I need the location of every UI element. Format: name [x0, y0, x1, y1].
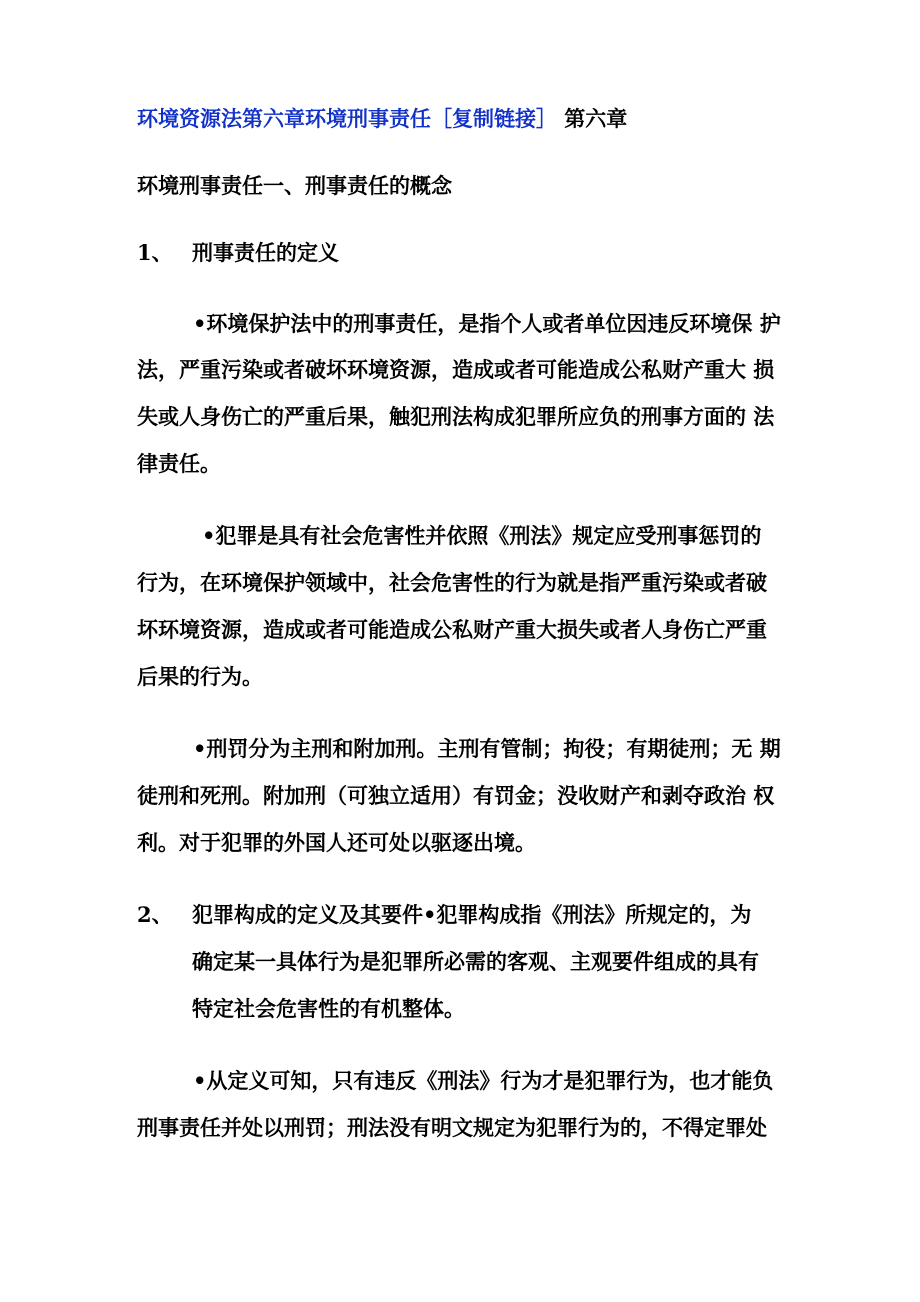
para-1-line-4: 律责任。 — [137, 451, 221, 476]
item-2-line-2: 确定某一具体行为是犯罪所必需的客观、主观要件组成的具有 — [192, 949, 759, 974]
item-2-number: 2、 — [137, 902, 173, 927]
para-3-line-3: 利。对于犯罪的外国人还可处以驱逐出境。 — [137, 830, 536, 855]
item-2-line-3: 特定社会危害性的有机整体。 — [192, 996, 465, 1021]
para-4-line-2: 刑事责任并处以刑罚；刑法没有明文规定为犯罪行为的，不得定罪处 — [137, 1115, 767, 1140]
section-heading: 环境刑事责任一、刑事责任的概念 — [137, 173, 452, 198]
para-1-line-2: 法，严重污染或者破坏环境资源，造成或者可能造成公私财产重大 损 — [137, 357, 775, 382]
para-3-line-2: 徒刑和死刑。附加刑（可独立适用）有罚金；没收财产和剥夺政治 权 — [137, 783, 775, 808]
para-4-line-1: •从定义可知，只有违反《刑法》行为才是犯罪行为，也才能负 — [193, 1068, 774, 1093]
para-2-line-2: 行为，在环境保护领域中，社会危害性的行为就是指严重污染或者破 — [137, 570, 767, 595]
para-1-line-3: 失或人身伤亡的严重后果，触犯刑法构成犯罪所应负的刑事方面的 法 — [137, 404, 775, 429]
copy-link-title[interactable]: 环境资源法第六章环境刑事责任［复制链接］ — [137, 106, 557, 131]
document-title — [137, 104, 627, 134]
item-1-number: 1、 — [137, 240, 173, 265]
para-1-line-1: •环境保护法中的刑事责任，是指个人或者单位因违反环境保 护 — [193, 311, 781, 336]
para-2-line-3: 坏环境资源，造成或者可能造成公私财产重大损失或者人身伤亡严重 — [137, 617, 767, 642]
para-2-line-1: •犯罪是具有社会危害性并依照《刑法》规定应受刑事惩罚的 — [202, 523, 762, 548]
item-2-line-1: 犯罪构成的定义及其要件•犯罪构成指《刑法》所规定的，为 — [192, 902, 752, 927]
title-rest: 第六章 — [557, 106, 628, 131]
para-2-line-4: 后果的行为。 — [137, 664, 263, 689]
item-1-heading: 刑事责任的定义 — [192, 240, 339, 265]
para-3-line-1: •刑罚分为主刑和附加刑。主刑有管制；拘役；有期徒刑；无 期 — [193, 736, 781, 761]
